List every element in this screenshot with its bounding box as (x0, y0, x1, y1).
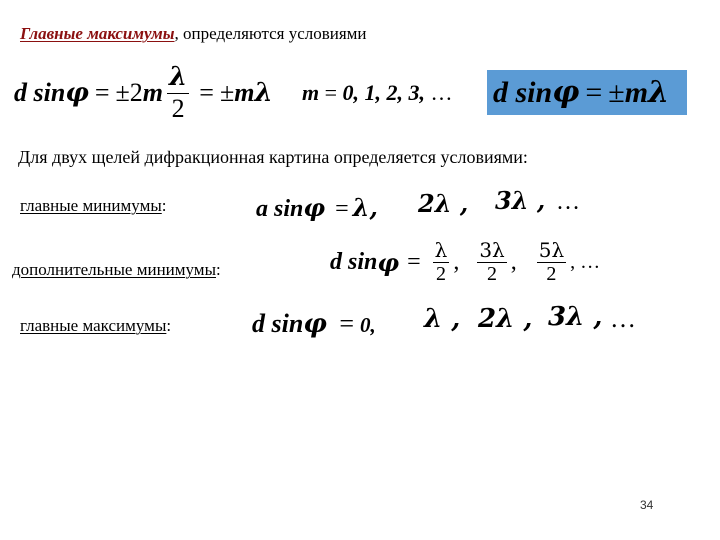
additional-minima-eq: = (407, 248, 421, 275)
main-minima-label (20, 196, 166, 216)
additional-minima-label (12, 260, 221, 280)
formula1-fraction-num: λ (169, 62, 188, 93)
additional-minima-label-text: дополнительные минимумы (12, 260, 216, 279)
formula1-phi: φ (65, 78, 89, 108)
box-lhs: d sin (493, 75, 553, 109)
box-lambda: λ (648, 75, 670, 110)
main-minima-eq: = (335, 196, 349, 222)
formula1-m: m (142, 78, 164, 107)
m-list: 0, 1, 2, 3, (342, 80, 426, 105)
two-slits-text: Для двух щелей дифракционная картина определяется условиями: (18, 147, 528, 167)
page-number: 34 (640, 498, 654, 512)
formula1-pm2: ± (219, 78, 235, 107)
frac3-num: 5λ (538, 237, 565, 262)
main-maxima-3lambda: 3λ , (548, 302, 603, 332)
box-phi: φ (552, 75, 580, 110)
box-pm: ± (608, 75, 625, 109)
main-minima-colon: : (161, 196, 167, 215)
frac1-comma: , (453, 248, 460, 275)
box-eq: = (585, 75, 603, 109)
frac2-comma: , (510, 248, 517, 275)
frac2-num: 3λ (479, 237, 505, 262)
frac1-num: λ (434, 237, 448, 262)
frac1-den: 2 (435, 262, 446, 285)
formula1-eq: = (94, 78, 110, 107)
slide-title (20, 24, 367, 44)
main-maxima-dots: … (610, 304, 636, 333)
frac3-den: 2 (546, 262, 557, 285)
main-maxima-label-text: главные максимумы (20, 316, 167, 335)
formula1-lhs: d sin (14, 78, 66, 107)
main-maxima-eq: = (339, 309, 355, 338)
main-minima-lhs: a sin (256, 196, 304, 222)
main-maxima-lambda: λ , (424, 304, 461, 334)
title-rest: , определяются условиями (174, 24, 367, 43)
main-minima-phi: φ (303, 193, 326, 222)
main-maxima-colon: : (166, 316, 172, 335)
main-maxima-lhs: d sin (252, 309, 304, 338)
frac2-den: 2 (487, 262, 498, 285)
main-minima-dots: … (556, 189, 580, 215)
formula1-fraction-den: 2 (171, 93, 185, 123)
m-values (302, 80, 453, 106)
formula1-rhs-m: m (234, 78, 255, 107)
main-minima-2lambda: 2λ , (418, 189, 469, 218)
additional-minima-frac2 (477, 237, 506, 285)
formula1-two: 2 (129, 78, 143, 107)
additional-minima-colon: : (216, 260, 221, 279)
formula1-pm: ± (115, 78, 130, 107)
additional-minima-formula (330, 234, 600, 290)
formula-main-maxima-condition (14, 62, 273, 124)
main-minima-formula (256, 193, 378, 223)
title-highlight: Главные максимумы (20, 24, 175, 43)
m-eq: = (324, 80, 338, 105)
main-maxima-formula (252, 309, 376, 339)
formula1-fraction (167, 64, 189, 122)
main-maxima-zero: 0, (360, 313, 376, 337)
formula1-eq2: = (199, 78, 214, 107)
formula1-rhs-lambda: λ (254, 78, 273, 108)
main-minima-3lambda: 3λ , (495, 186, 546, 215)
highlighted-formula-box (487, 70, 687, 115)
additional-minima-frac3 (537, 237, 566, 285)
main-minima-lambda: λ, (352, 193, 378, 222)
main-maxima-label (20, 316, 171, 336)
m-var: m (302, 80, 320, 105)
main-maxima-2lambda: 2λ , (478, 304, 533, 334)
additional-minima-dots: , … (570, 250, 601, 273)
additional-minima-lhs: d sin (330, 248, 378, 275)
additional-minima-phi: φ (377, 247, 400, 277)
box-m: m (624, 75, 649, 109)
additional-minima-frac1 (433, 237, 450, 285)
main-minima-label-text: главные минимумы (20, 196, 162, 215)
m-dots: … (430, 80, 453, 105)
main-maxima-phi: φ (303, 309, 327, 339)
